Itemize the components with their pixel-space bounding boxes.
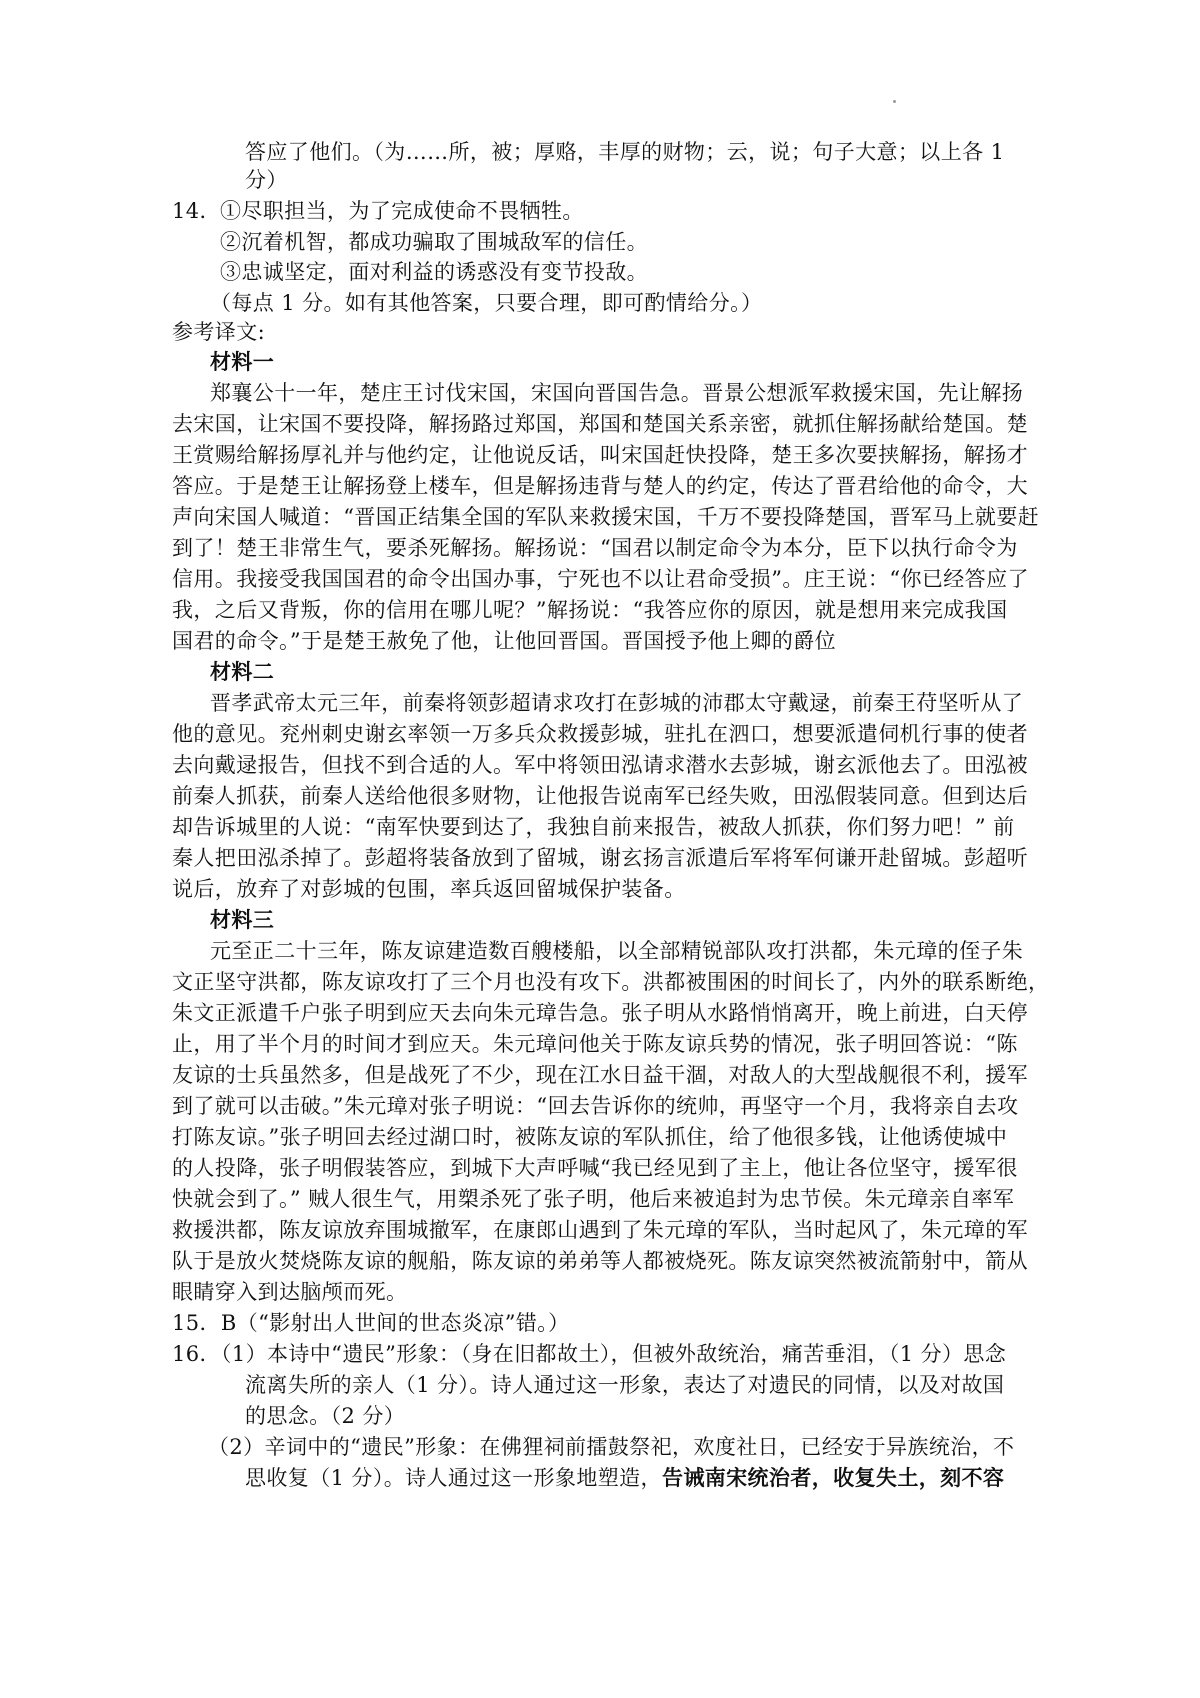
- material-line: 却告诉城里的人说：“南军快要到达了，我独自前来报告，被敌人抓获，你们努力吧！” 前: [172, 815, 1015, 839]
- material-title: 材料三: [210, 908, 275, 932]
- q16-part1-line: 的思念。（2 分）: [245, 1404, 406, 1428]
- q16-part1-line: 16．（1）本诗中“遗民”形象：（身在旧都故土），但被外敌统治，痛苦垂泪，（1 分）思念: [172, 1342, 1007, 1366]
- q15-answer: 15．B（“影射出人世间的世态炎凉”错。）: [172, 1311, 570, 1335]
- material-line: 元至正二十三年，陈友谅建造数百艘楼船，以全部精锐部队攻打洪都，朱元璋的侄子朱: [210, 939, 1024, 963]
- material-line: 快就会到了。” 贼人很生气，用槊杀死了张子明，他后来被追封为忠节侯。朱元璋亲自率军: [172, 1187, 1015, 1211]
- q16-part2-bold-text: 告诫南宋统治者，收复失土，刻不容: [661, 1466, 1005, 1490]
- material-line: 国君的命令。”于是楚王赦免了他，让他回晋国。晋国授予他上卿的爵位: [172, 629, 837, 653]
- q14-point: ②沉着机智，都成功骗取了围城敌军的信任。: [220, 230, 648, 254]
- material-line: 到了！楚王非常生气，要杀死解扬。解扬说：“国君以制定命令为本分，臣下以执行命令为: [172, 536, 1018, 560]
- q16-part2-plain-text: 思收复（1 分）。诗人通过这一形象地塑造，: [245, 1466, 662, 1490]
- material-line: 信用。我接受我国国君的命令出国办事，宁死也不以让君命受损”。庄王说：“你已经答应了: [172, 567, 1029, 591]
- q16-part1-line: 流离失所的亲人（1 分）。诗人通过这一形象，表达了对遗民的同情，以及对故国: [245, 1373, 1005, 1397]
- material-line: 去宋国，让宋国不要投降，解扬路过郑国，郑国和楚国关系亲密，就抓住解扬献给楚国。楚: [172, 412, 1028, 436]
- answer-continuation-line: 答应了他们。（为……所，被；厚赂，丰厚的财物；云，说；句子大意；以上各 1: [245, 140, 1005, 164]
- material-line: 止，用了半个月的时间才到应天。朱元璋问他关于陈友谅兵势的情况，张子明回答说：“陈: [172, 1032, 1018, 1056]
- q14-number: 14．: [172, 199, 221, 223]
- answer-continuation-line: 分）: [245, 168, 288, 192]
- q14-point: ③忠诚坚定，面对利益的诱惑没有变节投敌。: [220, 260, 648, 284]
- material-line: 队于是放火焚烧陈友谅的舰船，陈友谅的弟弟等人都被烧死。陈友谅突然被流箭射中，箭从: [172, 1249, 1028, 1273]
- material-line: 去向戴逯报告，但找不到合适的人。军中将领田泓请求潜水去彭城，谢玄派他去了。田泓被: [172, 753, 1028, 777]
- material-line: 救援洪都，陈友谅放弃围城撤军，在康郎山遇到了朱元璋的军队，当时起风了，朱元璋的军: [172, 1218, 1028, 1242]
- scan-speck: [893, 100, 896, 103]
- material-line: 声向宋国人喊道：“晋国正结集全国的军队来救援宋国，千万不要投降楚国，晋军马上就要赶: [172, 505, 1040, 529]
- material-title: 材料二: [210, 660, 275, 684]
- material-line: 文正坚守洪都，陈友谅攻打了三个月也没有攻下。洪都被围困的时间长了，内外的联系断绝，: [172, 970, 1050, 994]
- q16-part2-line: [245, 1463, 1004, 1493]
- q14-point: ①尽职担当，为了完成使命不畏牺牲。: [220, 199, 584, 223]
- material-line: 友谅的士兵虽然多，但是战死了不少，现在江水日益干涸，对敌人的大型战舰很不利，援军: [172, 1063, 1028, 1087]
- material-line: 眼睛穿入到达脑颅而死。: [172, 1280, 408, 1304]
- material-line: 郑襄公十一年，楚庄王讨伐宋国，宋国向晋国告急。晋景公想派军救援宋国，先让解扬: [210, 381, 1024, 405]
- material-line: 他的意见。兖州刺史谢玄率领一万多兵众救援彭城，驻扎在泗口，想要派遣伺机行事的使者: [172, 722, 1028, 746]
- material-line: 前秦人抓获，前秦人送给他很多财物，让他报告说南军已经失败，田泓假装同意。但到达后: [172, 784, 1028, 808]
- q16-part2-line: （2）辛词中的“遗民”形象：在佛狸祠前擂鼓祭祀，欢度社日，已经安于异族统治，不: [208, 1435, 1015, 1459]
- material-line: 我，之后又背叛，你的信用在哪儿呢？”解扬说：“我答应你的原因，就是想用来完成我国: [172, 598, 1008, 622]
- q14-scoring-note: （每点 1 分。如有其他答案，只要合理，即可酌情给分。）: [210, 291, 763, 315]
- material-line: 打陈友谅。”张子明回去经过湖口时，被陈友谅的军队抓住，给了他很多钱，让他诱使城中: [172, 1125, 1008, 1149]
- material-line: 晋孝武帝太元三年，前秦将领彭超请求攻打在彭城的沛郡太守戴逯，前秦王苻坚听从了: [210, 691, 1024, 715]
- material-line: 答应。于是楚王让解扬登上楼车，但是解扬违背与楚人的约定，传达了晋君给他的命令，大: [172, 474, 1028, 498]
- material-line: 的人投降，张子明假装答应，到城下大声呼喊“我已经见到了主上，他让各位坚守，援军很: [172, 1156, 1018, 1180]
- material-line: 朱文正派遣千户张子明到应天去向朱元璋告急。张子明从水路悄悄离开，晚上前进，白天停: [172, 1001, 1028, 1025]
- material-title: 材料一: [210, 350, 275, 374]
- material-line: 王赏赐给解扬厚礼并与他约定，让他说反话，叫宋国赶快投降，楚王多次要挟解扬，解扬才: [172, 443, 1028, 467]
- material-line: 到了就可以击破。”朱元璋对张子明说：“回去告诉你的统帅，再坚守一个月，我将亲自去攻: [172, 1094, 1019, 1118]
- material-line: 秦人把田泓杀掉了。彭超将装备放到了留城，谢玄扬言派遣后军将军何谦开赴留城。彭超听: [172, 846, 1028, 870]
- translation-label: 参考译文:: [172, 320, 266, 344]
- material-line: 说后，放弃了对彭城的包围，率兵返回留城保护装备。: [172, 877, 686, 901]
